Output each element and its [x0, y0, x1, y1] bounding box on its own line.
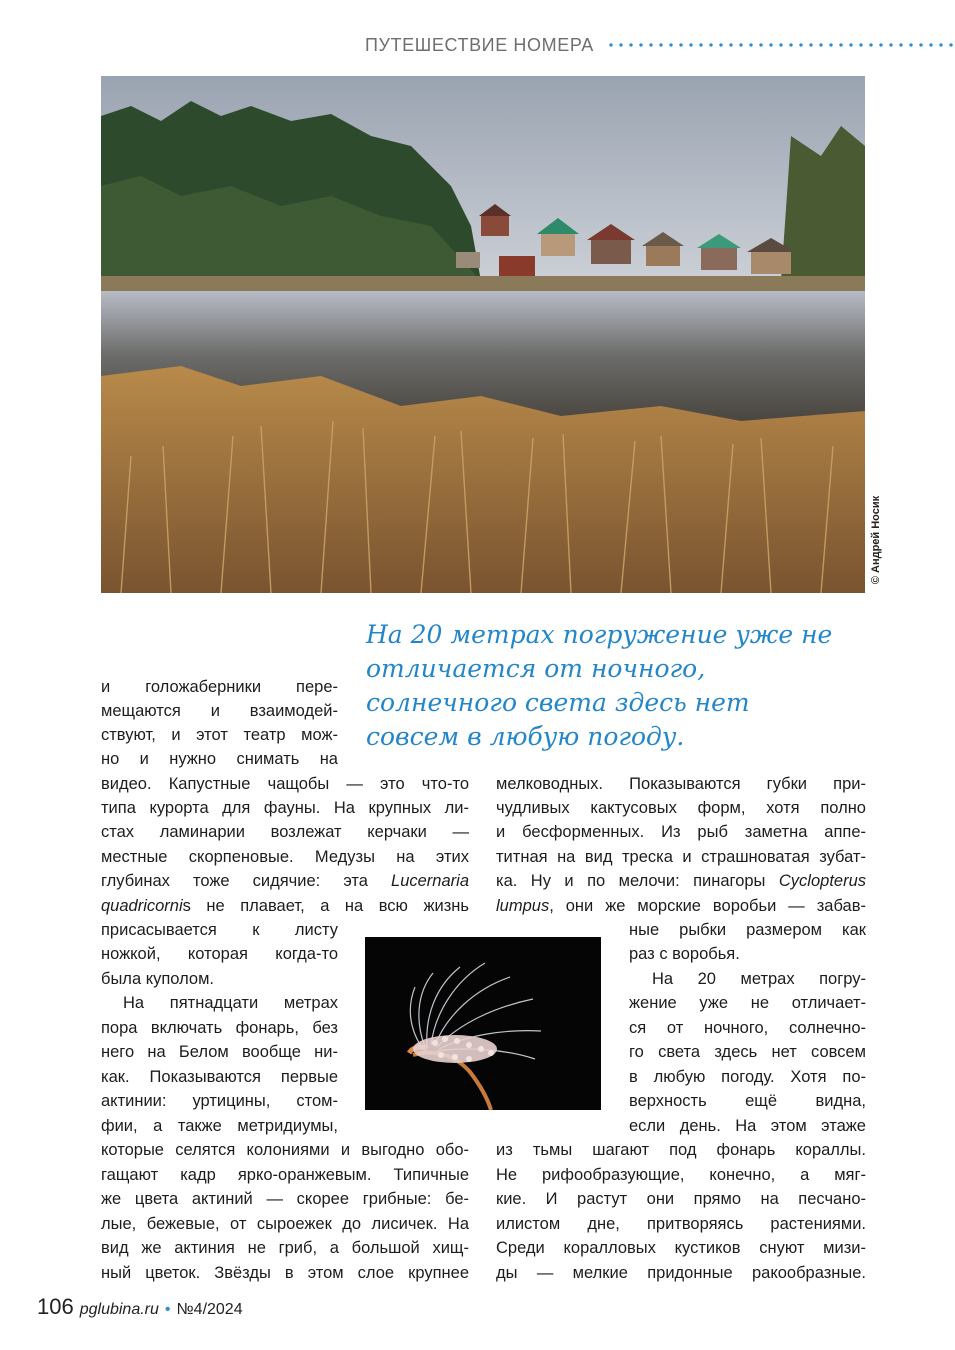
col2-line: раз с воробья.: [629, 945, 740, 963]
col1-line: актинии: уртицины, стом-: [101, 1092, 338, 1110]
col2-line: ные рыбки размером как: [629, 921, 866, 939]
col1-line: была куполом.: [101, 970, 215, 988]
col2-line: го света здесь нет совсем: [629, 1043, 866, 1061]
col1-line: местные скорпеновые. Медузы на этих: [101, 848, 469, 866]
col2-line: lumpus, они же морские воробьи — забав-: [496, 897, 866, 915]
col1-line: и голожаберники пере-: [101, 678, 338, 696]
page-header: [365, 34, 955, 56]
photo-credit: © Андрей Носик: [870, 495, 882, 585]
col1-line: которые селятся колониями и выгодно обо-: [101, 1141, 469, 1159]
col1-line: же цвета актиний — скорее грибные: бе-: [101, 1190, 469, 1208]
col2-line: титная на вид треска и страшноватая зубат-: [496, 848, 866, 866]
col1-line: ный цветок. Звёзды в этом слое крупнее: [101, 1264, 469, 1282]
col1-line: quadricornis не плавает, а на всю жизнь: [101, 897, 469, 915]
col2-line: ся от ночного, солнечно-: [629, 1019, 866, 1037]
col2-line: если день. На этом этаже: [629, 1117, 866, 1135]
col2-line: Среди коралловых кустиков снуют мизи-: [496, 1239, 866, 1257]
col1-line: мещаются и взаимодей-: [101, 702, 338, 720]
issue-number: №4/2024: [176, 1301, 243, 1318]
page-footer: [37, 1294, 243, 1320]
pull-quote: На 20 метрах погружение уже не отличается от ночного, солнечного света здесь нет совсем в любую погоду.: [366, 620, 833, 751]
bullet-separator: •: [164, 1301, 171, 1318]
page-number: 106: [37, 1294, 74, 1319]
col1-line: видео. Капустные чащобы — это что-то: [101, 775, 469, 793]
col2-line: кие. И растут они прямо на песчано-: [496, 1190, 866, 1208]
col2-line: ды — мелкие придонные ракообразные.: [496, 1264, 866, 1282]
hydroid-photo: [365, 937, 601, 1110]
col1-line: гащают кадр ярко-оранжевым. Типичные: [101, 1166, 469, 1184]
col2-line: мелководных. Показываются губки при-: [496, 775, 866, 793]
col2-line: чудливых кактусовых форм, хотя полно: [496, 799, 866, 817]
header-dotted-rule: [606, 43, 955, 47]
col1-line: как. Показываются первые: [101, 1068, 338, 1086]
col1-line: но и нужно снимать на: [101, 750, 338, 768]
col2-line: жение уже не отличает-: [629, 994, 866, 1012]
col2-line: Не рифообразующие, конечно, а мяг-: [496, 1166, 866, 1184]
col1-line: глубинах тоже сидячие: эта Lucernaria: [101, 872, 469, 890]
col1-line: ножкой, которая когда-то: [101, 945, 338, 963]
col1-line: ствуют, и этот театр мож-: [101, 726, 338, 744]
col2-line: верхность ещё видна,: [629, 1092, 866, 1110]
col2-line: и бесформенных. Из рыб заметна аппе-: [496, 823, 866, 841]
col1-line: На пятнадцати метрах: [123, 994, 338, 1012]
col1-line: пора включать фонарь, без: [101, 1019, 338, 1037]
site-name: pglubina.ru: [79, 1301, 159, 1318]
landscape-photo: [101, 76, 865, 593]
col2-line: из тьмы шагают под фонарь кораллы.: [496, 1141, 866, 1159]
section-title: ПУТЕШЕСТВИЕ НОМЕРА: [365, 34, 594, 55]
col1-line: стах ламинарии возлежат керчаки —: [101, 823, 469, 841]
col1-line: вид же актиния не гриб, а большой хищ-: [101, 1239, 469, 1257]
col1-line: лые, бежевые, от сыроежек до лисичек. На: [101, 1215, 469, 1233]
col1-line: присасывается к листу: [101, 921, 338, 939]
col2-line: илистом дне, притворяясь растениями.: [496, 1215, 866, 1233]
col2-line: На 20 метрах погру-: [652, 970, 866, 988]
col1-line: фии, а также метридиумы,: [101, 1117, 338, 1135]
col2-line: ка. Ну и по мелочи: пинагоры Cyclopterus: [496, 872, 867, 890]
col2-line: в любую погоду. Хотя по-: [629, 1068, 866, 1086]
col1-line: типа курорта для фауны. На крупных ли-: [101, 799, 469, 817]
col1-line: него на Белом вообще ни-: [101, 1043, 338, 1061]
